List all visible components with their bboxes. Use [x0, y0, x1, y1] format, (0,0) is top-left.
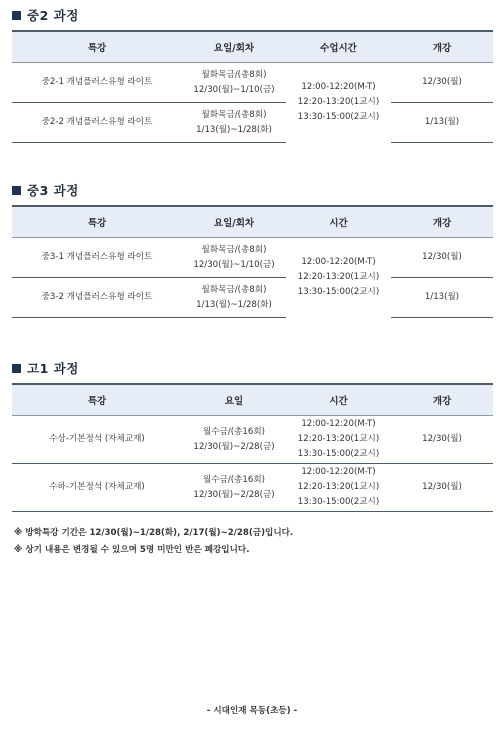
notice-change: ※ 상기 내용은 변경될 수 있으며 5명 미만인 반은 폐강입니다.	[14, 545, 250, 555]
table-header-row	[12, 31, 493, 63]
footer-branch: - 시대인재 목동(초등) -	[206, 706, 298, 716]
header-time: 시간	[286, 206, 391, 238]
table-row	[12, 63, 493, 103]
schedule-period: 1/13(월)~1/28(화)	[196, 299, 272, 310]
schedule-days: 월화목금/(총8회)	[201, 109, 267, 120]
time-line: 13:30-15:00(2교시)	[297, 449, 380, 459]
schedule-period: 1/13(월)~1/28(화)	[196, 124, 272, 135]
course-table	[12, 30, 493, 143]
schedule-days: 월화목금/(총8회)	[201, 284, 267, 295]
header-time: 시간	[286, 384, 391, 416]
header-open: 개강	[391, 206, 493, 238]
course-open-date: 12/30(월)	[391, 238, 493, 278]
course-table	[12, 383, 493, 512]
notice-period: ※ 방학특강 기간은 12/30(월)~1/28(화), 2/17(월)~2/28(금)입니다.	[14, 528, 294, 538]
section-title	[12, 6, 493, 24]
course-table	[12, 205, 493, 318]
table-row	[12, 464, 493, 512]
square-bullet-icon	[12, 364, 21, 373]
course-name: 수하-기본정석 (자체교재)	[12, 464, 182, 512]
course-schedule	[182, 278, 286, 318]
schedule-period: 12/30(월)~1/10(금)	[193, 84, 275, 95]
header-course: 특강	[12, 384, 182, 416]
section-title-text: 고1 과정	[27, 361, 79, 376]
schedule-days: 월화목금/(총8회)	[201, 244, 267, 255]
schedule-period: 12/30(월)~2/28(금)	[193, 489, 275, 500]
header-day: 요일/회차	[182, 31, 286, 63]
schedule-period: 12/30(월)~2/28(금)	[193, 441, 275, 452]
header-open: 개강	[391, 384, 493, 416]
square-bullet-icon	[12, 11, 21, 20]
course-name: 중2-2 개념플러스유형 라이트	[12, 103, 182, 143]
schedule-days: 월수금/(총16회)	[202, 474, 266, 485]
course-schedule	[182, 63, 286, 103]
table-row	[12, 103, 493, 143]
section-middle2	[12, 6, 493, 143]
table-header-row	[12, 206, 493, 238]
table-row	[12, 238, 493, 278]
header-day: 요일	[182, 384, 286, 416]
course-name: 중3-1 개념플러스유형 라이트	[12, 238, 182, 278]
header-time: 수업시간	[286, 31, 391, 63]
schedule-days: 월화목금/(총8회)	[201, 69, 267, 80]
header-course: 특강	[12, 31, 182, 63]
section-title-text: 중3 과정	[27, 183, 79, 198]
course-schedule	[182, 238, 286, 278]
time-line: 12:00-12:20(M-T)	[301, 82, 376, 93]
section-high1	[12, 359, 493, 512]
time-line: 13:30-15:00(2교시)	[297, 112, 380, 123]
time-line: 12:00-12:20(M-T)	[301, 419, 376, 429]
table-header-row	[12, 384, 493, 416]
time-line: 13:30-15:00(2교시)	[297, 287, 380, 298]
table-row	[12, 278, 493, 318]
header-course: 특강	[12, 206, 182, 238]
section-title	[12, 181, 493, 199]
time-line: 12:20-13:20(1교시)	[297, 434, 380, 444]
course-time	[286, 63, 391, 143]
course-name: 중2-1 개념플러스유형 라이트	[12, 63, 182, 103]
header-day: 요일/회차	[182, 206, 286, 238]
course-time	[286, 238, 391, 318]
course-name: 중3-2 개념플러스유형 라이트	[12, 278, 182, 318]
schedule-period: 12/30(월)~1/10(금)	[193, 259, 275, 270]
header-open: 개강	[391, 31, 493, 63]
course-open-date: 12/30(월)	[391, 63, 493, 103]
time-line: 12:20-13:20(1교시)	[297, 97, 380, 108]
course-open-date: 12/30(월)	[391, 416, 493, 464]
course-schedule	[182, 416, 286, 464]
course-open-date: 12/30(월)	[391, 464, 493, 512]
time-line: 13:30-15:00(2교시)	[297, 497, 380, 507]
section-middle3	[12, 181, 493, 318]
schedule-days: 월수금/(총16회)	[202, 426, 266, 437]
course-name: 수상-기본정석 (자체교재)	[12, 416, 182, 464]
table-row	[12, 416, 493, 464]
course-schedule	[182, 464, 286, 512]
course-open-date: 1/13(월)	[391, 278, 493, 318]
course-time	[286, 416, 391, 464]
course-schedule	[182, 103, 286, 143]
course-open-date: 1/13(월)	[391, 103, 493, 143]
square-bullet-icon	[12, 186, 21, 195]
time-line: 12:20-13:20(1교시)	[297, 482, 380, 492]
time-line: 12:00-12:20(M-T)	[301, 257, 376, 268]
time-line: 12:00-12:20(M-T)	[301, 467, 376, 477]
course-time	[286, 464, 391, 512]
section-title	[12, 359, 493, 377]
section-title-text: 중2 과정	[27, 8, 79, 23]
time-line: 12:20-13:20(1교시)	[297, 272, 380, 283]
